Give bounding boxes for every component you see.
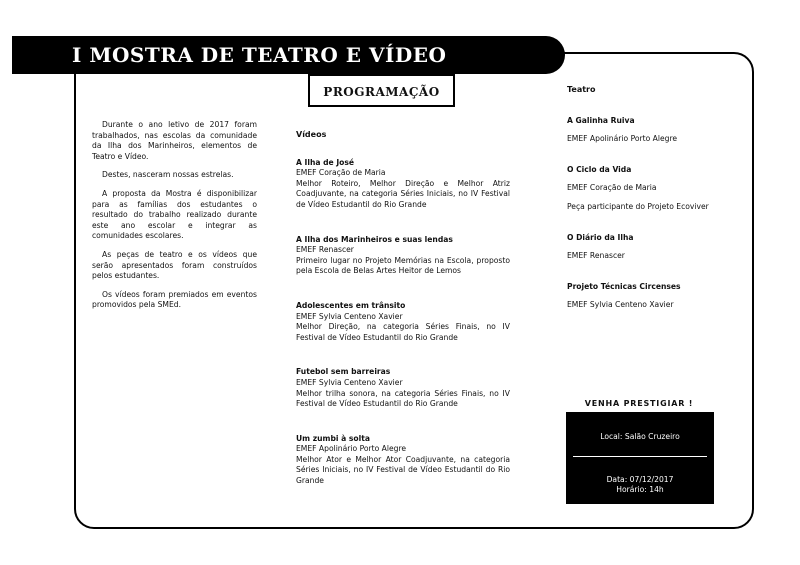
video-entry [296, 158, 510, 211]
video-entry [296, 235, 510, 277]
play-school: EMEF Coração de Maria [567, 183, 657, 193]
divider [573, 456, 707, 457]
video-award: Melhor Ator e Melhor Ator Coadjuvante, na categoria Séries Iniciais, no IV Festival de Vídeo Estudantil do Rio Grande [296, 454, 510, 486]
video-school: EMEF Apolinário Porto Alegre [296, 444, 407, 454]
video-award: Melhor Roteiro, Melhor Direção e Melhor Atriz Coadjuvante, na categoria Séries Iniciais, no IV Festival de Vídeo Estudantil do Rio Grande [296, 178, 510, 209]
video-title: A Ilha dos Marinheiros e suas lendas [296, 234, 453, 244]
intro-text [92, 120, 257, 319]
intro-paragraph: Destes, nasceram nossas estrelas. [102, 170, 234, 180]
video-entry [296, 367, 510, 409]
page-title: I MOSTRA DE TEATRO E VÍDEO [72, 43, 447, 67]
play-school: EMEF Renascer [567, 251, 625, 261]
video-school: EMEF Coração de Maria [296, 168, 386, 178]
video-school: EMEF Sylvia Centeno Xavier [296, 311, 403, 321]
play-school: EMEF Sylvia Centeno Xavier [567, 300, 674, 310]
play-title: Projeto Técnicas Circenses [567, 281, 681, 291]
play-title: A Galinha Ruiva [567, 115, 635, 125]
video-title: Futebol sem barreiras [296, 367, 391, 377]
video-school: EMEF Sylvia Centeno Xavier [296, 377, 403, 387]
intro-paragraph: Os vídeos foram premiados em eventos promovidos pela SMEd. [92, 289, 257, 310]
event-info-box [566, 412, 714, 504]
play-entry [567, 116, 742, 145]
venha-prestigiar-heading: VENHA PRESTIGIAR ! [584, 399, 694, 408]
videos-heading: Vídeos [296, 130, 327, 139]
play-title: O Ciclo da Vida [567, 164, 632, 174]
event-datetime [566, 475, 714, 494]
programacao-box [308, 74, 455, 107]
intro-paragraph: As peças de teatro e os vídeos que serão apresentados foram construídos pelos estudantes. [92, 249, 257, 281]
event-location: Local: Salão Cruzeiro [600, 432, 680, 441]
programacao-label: PROGRAMAÇÃO [323, 85, 440, 99]
play-school: EMEF Apolinário Porto Alegre [567, 134, 678, 144]
play-entry [567, 165, 742, 213]
event-time: Horário: 14h [616, 484, 664, 494]
video-school: EMEF Renascer [296, 245, 354, 255]
play-note: Peça participante do Projeto Ecoviver [567, 201, 709, 211]
video-award: Melhor Direção, na categoria Séries Finais, no IV Festival de Vídeo Estudantil do Rio Grande [296, 322, 510, 342]
video-title: Adolescentes em trânsito [296, 300, 406, 310]
intro-paragraph: A proposta da Mostra é disponibilizar para as famílias dos estudantes o resultado do trabalho realizado durante este ano escolar e integrar as comunidades escolares. [92, 188, 257, 241]
play-entry [567, 282, 742, 311]
teatro-column [567, 85, 742, 331]
video-award: Melhor trilha sonora, na categoria Séries Finais, no IV Festival de Vídeo Estudantil do Rio Grande [296, 388, 510, 409]
play-entry [567, 233, 742, 262]
teatro-heading: Teatro [567, 85, 596, 94]
play-title: O Diário da Ilha [567, 232, 634, 242]
intro-paragraph: Durante o ano letivo de 2017 foram trabalhados, nas escolas da comunidade da Ilha dos Marinheiros, elementos de Teatro e Vídeo. [92, 120, 257, 161]
event-date: Data: 07/12/2017 [606, 475, 674, 484]
video-title: A Ilha de José [296, 157, 355, 167]
title-banner [12, 36, 565, 74]
video-entry [296, 434, 510, 487]
video-award: Primeiro lugar no Projeto Memórias na Escola, proposto pela Escola de Belas Artes Heitor de Lemos [296, 255, 510, 276]
video-title: Um zumbi à solta [296, 433, 371, 443]
video-entry [296, 301, 510, 343]
videos-column [296, 130, 510, 511]
